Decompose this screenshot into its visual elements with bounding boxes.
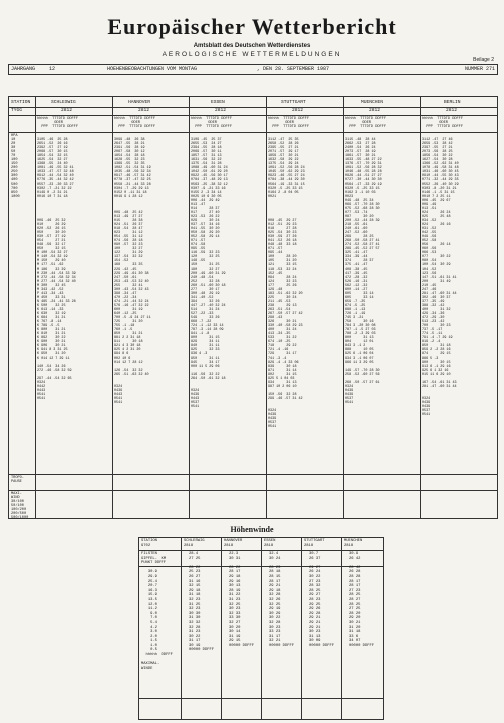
table-divider [35, 97, 36, 518]
station-id: 2812 [138, 108, 150, 113]
subheader-line: hhhhh TTTDTD DDFFF [268, 117, 309, 121]
subheader-line: ODER [268, 121, 294, 126]
station-name: BERLIN [444, 100, 461, 105]
upper-air-table [8, 96, 498, 519]
wind-data-column: 22.3 30 31 28 22 28 17 29 18 29 16 30 13 28 19 31 22 31 23 32 25 30 23 32 33 33 30 32 27 30 20 30 14 31 19 29 15 00000 DDFFF [229, 552, 255, 648]
station-id: 2812 [446, 108, 458, 113]
table-divider [343, 97, 344, 518]
station-name: MUENCHEN [361, 100, 384, 105]
station-data-column: 3112 -47 27 46 2659 -53 28 42 2397 -55 27 21 2073 -56 28 25 1856 -54 30 22 1627 -54 30 28 1366 -52 -62 31 40 1078 -49 -58 31 48 1031 -46 -60 30 45 0910 -44 -55 30 43 0771 -32 -44 29 35 0552 -26 -40 30 29 0303 -8 -20 31 21 0146 -1 -5 31 15 0010 7 2 25 11 006 -45 29 67 009 -49 013 -51 024 26 24 025 25 48 034 -52 024 26 16 031 -52 042 -55 049 -56 052 -58 056 26 14 060 -56 066 -53 077 30 22 080 -54 100 -54 30 29 104 -52 123 -56 147 -51 -61 31 41 200 31 49 210 -45 247 -46 281 -47 -60 31 44 302 -46 30 37 377 -35 -49 388 -32 -42 400 31 32 429 -34 -36 472 -29 -30 513 -23 -42 700 30 23 737 -5 -17 774 -5 -11 791 -4 -7 29 19 819 -2 -4 850 31 18 859 2 -2 28 16 874 29 15 886 5 -3 900 30 15 913 6 -1 29 16 925 6 1 32 16 015 11 6 29 10 167 -54 -61 31 43 281 -47 -60 31 44 0324 0439 0439 0537 0541 [422, 138, 459, 418]
issue-number: NUMMER 271 [464, 66, 495, 72]
wind-data-column: 30.9 26 42 28 42 26 28 28 28 28 17 28 17 27 23 28 25 28 27 28 25 27 25 28 20 29 20 30 21 31 20 31 18 33 6 34 07 00000 DDFFF [349, 552, 375, 648]
table-divider [9, 490, 497, 491]
section-heading: AEROLOGISCHE WETTERMELDUNGEN [162, 51, 342, 58]
subheader-line: hhhhh TTTDTD DDFFF [345, 117, 386, 121]
subheader-line: PPP TTTDTD DDFFF [114, 125, 155, 130]
station-name: ESSEN [211, 100, 225, 105]
table-divider [189, 97, 190, 518]
subheader-line: PPP TTTDTD DDFFF [37, 125, 78, 130]
subheader-line: ODER [345, 121, 371, 126]
wind-data-column: 30.7 26 37 29 27 26 24 30 22 27 23 28 32 28 25 29 27 28 23 29 25 29 26 29 28 29 21 29 21 29 21 30 23 31 13 30 09 00000 DDFFF [309, 552, 335, 648]
table-divider [139, 566, 383, 567]
station-id: 2812 [61, 108, 73, 113]
station-label: STATION [141, 539, 157, 543]
column-subheader [37, 117, 78, 129]
subheader-line: hhhhh TTTDTD DDFFF [422, 117, 463, 121]
table-divider [9, 132, 497, 133]
pressure-levels: 10 20 30 50 70 100 150 200 250 300 400 500 700 850 1000 [11, 138, 20, 199]
table-divider [139, 550, 383, 551]
jahrgang-value: 12 [49, 66, 56, 72]
table-divider [266, 97, 267, 518]
subheader-line: ODER [114, 121, 140, 126]
station-name: STUTTGART [281, 100, 306, 105]
subheader-line: hhhhh TTTDTD DDFFF [114, 117, 155, 121]
observation-label: HOEHENBEOBACHTUNGEN VOM MONTAG [107, 66, 198, 72]
station-data-column: 3115 -48 28 44 2662 -53 27 28 2400 -54 26 24 2073 -57 28 19 1861 -57 30 21 1633 -55 -48 27 22 1376 -57 -70 29 31 1091 -52 -56 28 32 1046 -48 -55 28 28 0926 -44 -51 27 27 0727 -30 -44 30 30 0564 -17 -33 29 19 0320 -5 -25 33 15 0162 3 -1 10 03 0023 049 -48 25 34 069 -57 -70 28 30 075 -52 -68 28 30 077 -53 -74 087 30 20 200 -52 -44 28 39 218 -55 -61 240 -61 -60 247 -52 -60 269 28 25 268 -50 -58 27 41 274 -52 -58 27 41 289 -45 -52 27 57 325 -41 -47 334 -39 -44 374 28 37 375 -41 -47 408 -38 -45 417 -39 -45 472 -28 -32 526 -16 -31 562 -12 -32 600 -14 -27 605 33 14 605 33 14 659 -7 -25 674 -5 -25 688 -1 -13 726 -1 -19 745 3 -21 758 30 16 784 3 -20 30 08 787 -1 -5 27 03 788 -2 -3 29 03 800 31 13 804 12 01 843 3 -1 2 888 10 05 925 6 -1 06 04 934 3 -1 06 07 966 11 3 29 05 149 -57 -70 28 30 258 -52 -60 27 56 268 -50 -57 27 61 0324 0439 0439 0537 0541 [345, 138, 382, 406]
publisher-line: Amtsblatt des Deutschen Wetterdienstes [193, 43, 311, 49]
table-divider [139, 698, 383, 699]
table-divider [9, 474, 497, 475]
station-id: 2812 [292, 108, 304, 113]
subheader-line: PPP TTTDTD DDFFF [268, 125, 309, 130]
station-name: SCHLESWIG 2818 [184, 539, 205, 548]
subheader-line: hhhhh TTTDTD DDFFF [37, 117, 78, 121]
station-name: MUENCHEN 2818 [344, 539, 363, 548]
station-id: 2812 [369, 108, 381, 113]
station-data-column: 3105 -46 25 28 2651 -52 26 16 2392 -57 27 19 2068 -57 30 15 1854 -54 32 15 1625 -54 32 27 1368 -55 24 40 1081 -49 -55 32 41 1033 -47 -57 32 48 0912 -44 -54 32 40 0776 -35 -44 32 42 0557 -23 -30 33 27 0302 -7 -21 32 22 0149 0 -2 31 21 0016 10 7 31 18 009 -46 25 32 010 26 29 020 -52 26 15 050 30 20 030 -57 27 19 054 27 21 048 -56 32 17 050 32 15 M 100 -54 32 27 M 140 -54 32 19 M 150 29 40 M 177 -51 -62 M 186 32 39 M 230 -44 -54 33 39 M 272 -44 -58 32 34 M 277 -44 -54 32 40 M 300 32 45 M 343 -42 -52 P 413 -34 -43 M 450 33 31 N 485 -24 -41 33 28 K 500 32 25 K 613 -14 -33 K 630 32 19 K 684 31 21 K 767 -8 -14 K 789 -5 -5 K 800 31 21 K 810 31 21 K 892 30 22 K 900 30 21 K 906 30 21 K 941 8 3 31 25 K 950 31 20 K 014 12 7 29 11 140 -54 34 26 272 -46 -58 32 59 297 -44 -54 32 65 0324 0442 0443 0541 0541 [37, 138, 76, 401]
winds-aloft-table [138, 537, 384, 720]
column-subheader [191, 117, 232, 129]
subheader-line: PPP TTTDTD DDFFF [345, 125, 386, 130]
table-divider [112, 97, 113, 518]
jahrgang-label: JAHRGANG [11, 66, 36, 72]
row-labels: FILSTEN GIPFEL- KM PUNKT DDFFF 30.9 29.9 25.4 20.7 16.3 15.9 13.5 12.0 11.2 9.0 7.0 5.4 4.2 3.0 2.0 1.5 1.0 0.5 hhhhh DDFFF MAXIMAL- WINDE [141, 552, 173, 671]
maxwind-label: MAXI- WIND [11, 492, 22, 501]
table-divider [420, 97, 421, 518]
station-name: SCHLESWIG [51, 100, 76, 105]
lower-levels: 30/100 50/100 100/200 200/500 500/1000 [11, 500, 29, 521]
subheader-line: PPP TTTDTD DDFFF [422, 125, 463, 130]
subheader-line: ODER [191, 121, 217, 126]
subheader-line: PPP TTTDTD DDFFF [191, 125, 232, 130]
station-name: HANNOVER 2818 [224, 539, 243, 548]
station-name: HANNOVER [128, 100, 151, 105]
hpa-label: HPA [11, 134, 18, 138]
station-data-column: 3099 -48 26 38 2647 -55 28 21 2391 -56 28 19 2067 -58 30 12 1854 -54 28 18 1628 -55 32 23 1369 -55 32 35 1082 -51 -54 31 19 1035 -48 -56 32 34 0917 -46 -57 31 42 0778 -37 -47 32 25 0558 -21 -44 33 28 0304 -7 -29 29 13 0152 0 -11 31 18 0019 9 1 28 12 009 -48 25 42 013 -49 27 27 015 28 38 024 -51 26 37 018 -54 28 47 023 31 12 054 -55 31 12 074 -56 28 18 090 -57 32 23 100 32 27 122 31 29 137 -54 32 32 154 -52 168 33 35 229 -42 -45 229 -49 -61 30 38 247 -50 -61 253 -43 -53 32 40 255 32 41 300 -43 -54 32 43 398 -34 -47 470 -22 -34 474 -21 -44 32 24 576 -16 -47 32 22 600 31 19 640 -12 -25 700 -5 -9 24 27 11 725 31 20 755 -1 -18 760 -1 -5 850 31 21 881 2 2 31 18 911 30 18 921 4 3 30 18 925 4 2 31 20 994 8 6 002 10 6 014 12 7 28 12 126 -54 32 32 265 -51 -63 32 40 0324 0439 0443 0541 0541 [114, 138, 151, 406]
supplement-label: Beilage 2 [473, 57, 494, 63]
station-data-column: 3112 -47 25 35 2658 -52 28 26 2395 -55 27 21 2071 -57 29 17 1859 -57 30 21 1632 -58 29 22 1375 -54 29 24 1091 -52 -56 28 24 1045 -50 -62 29 23 0923 -46 -55 27 24 0784 -38 -44 29 30 0564 -19 -33 31 15 0320 -5 -25 33 15 0164 2 -8 04 05 0021 008 -45 29 27 012 -51 29 23 018 27 28 025 -54 30 23 030 -59 27 26 041 -52 26 18 048 -48 33 18 071 -57 095 -44 100 28 20 105 31 20 121 33 15 118 -53 32 24 152 -45 094 28 24 124 32 23 177 25 26 129 -48 183 -51 -62 32 20 225 30 24 211 -45 -53 238 29 13 263 -51 -54 267 -50 -57 27 42 298 -43 326 30 21 330 -40 -58 29 23 400 31 24 413 -34 -35 533 31 22 674 -10 -25 718 29 22 721 -4 -16 729 31 17 741 -3 -4 829 -4 -4 33 06 839 30 18 871 31 14 902 31 15 925 5 1 04 03 934 31 13 987 10 2 06 10 150 -56 32 28 299 -46 -57 31 42 0324 0439 0439 0537 0541 [268, 138, 305, 430]
column-subheader [268, 117, 309, 129]
column-subheader [422, 117, 463, 129]
station-number: 9702 [141, 544, 151, 548]
station-label: STATION [11, 100, 31, 105]
subheader-line: ODER [37, 121, 63, 126]
table-divider [9, 107, 497, 108]
typ-label: TYGG [11, 108, 23, 113]
tropopause-label: TROPO- PAUSE [11, 476, 24, 485]
page-title: Europäischer Wetterbericht [107, 14, 397, 39]
wind-data-column: 28.4 27 25 28 22 25 23 26 27 31 16 32 15 29 18 31 18 32 23 31 25 32 23 30 30 31 30 32 32 32 28 31 23 30 22 31 17 30 19 00000 DDFFF [189, 552, 215, 653]
column-subheader [345, 117, 386, 129]
subheader-line: hhhhh TTTDTD DDFFF [191, 117, 232, 121]
station-data-column: 3109 -45 25 37 2655 -53 24 27 2394 -55 28 18 2069 -57 30 11 1857 -57 31 13 1631 -56 32 22 1375 -54 31 28 1088 -49 -60 31 24 1042 -50 -61 29 20 0922 -45 -56 30 17 0784 -37 -48 29 13 0563 -25 -38 32 12 0307 -9 -21 33 16 0155 2 -3 34 14 0025 10 6 30 05 006 -44 29 49 013 -47 014 28 37 017 27 40 023 -53 26 22 029 30 24 037 -57 34 16 041 -55 30 20 050 -58 29 20 052 -58 29 14 071 -57 074 -58 095 -55 116 -59 32 23 120 32 25 148 -55 150 31 25 190 32 27 200 -49 -60 31 29 240 -48 -54 252 32 28 260 -51 -60 30 18 277 30 17 300 -48 29 19 341 -40 -52 394 32 26 447 -27 -40 32 24 514 31 24 527 -22 -33 549 33 26 668 -7 -22 724 -1 -12 33 14 787 -3 -14 28 09 941 -1 -8 800 31 15 829 34 11 840 31 11 925 32 33 936 4 -3 950 31 11 945 34 17 000 11 5 29 06 116 -56 32 22 264 -50 -61 32 18 0324 0439 0443 0537 0541 [191, 138, 228, 410]
observation-date: , DEN 28. SEPTEMBER 1987 [257, 66, 330, 72]
column-subheader [114, 117, 155, 129]
station-name: STUTTGART 2818 [304, 539, 325, 548]
station-name: ESSEN 2818 [264, 539, 276, 548]
table-divider [9, 115, 497, 116]
wind-data-column: 32.4 30 24 28 23 28 18 28 15 28 17 29 21 29 18 32 28 32 26 32 25 29 19 30 29 30 22 32 28 30 23 33 23 31 17 32 21 00000 DDFFF [269, 552, 295, 648]
subheader-line: ODER [422, 121, 448, 126]
info-bar [8, 64, 498, 75]
station-id: 2812 [215, 108, 227, 113]
winds-aloft-title: Höhenwinde [230, 525, 274, 534]
